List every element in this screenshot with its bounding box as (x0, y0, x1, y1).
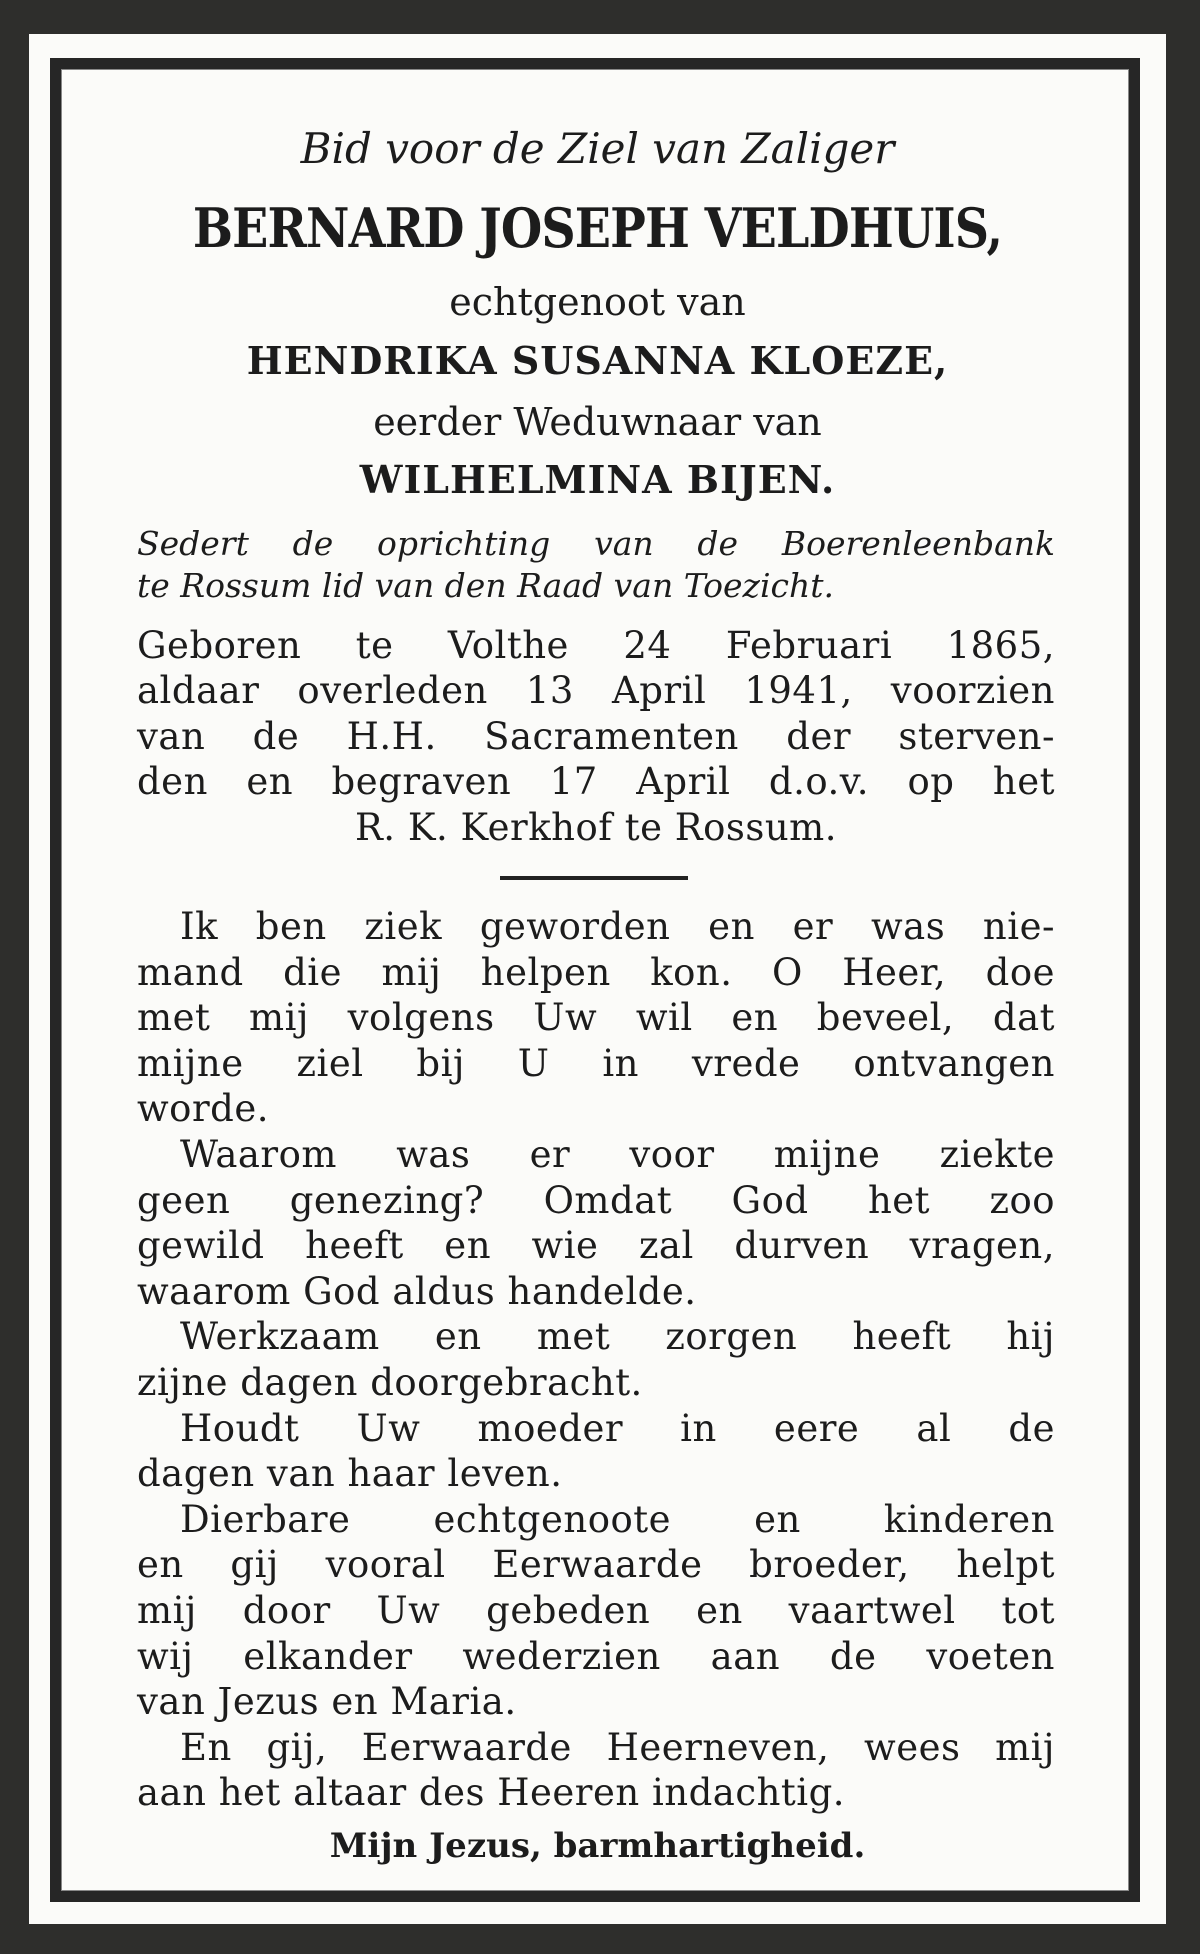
deceased-name: BERNARD JOSEPH VELDHUIS, (192, 196, 1003, 260)
body-line: En gij, Eerwaarde Heerneven, wees mij (180, 1725, 1055, 1769)
spouse-name: HENDRIKA SUSANNA KLOEZE, (246, 338, 949, 383)
closing-prayer: Mijn Jezus, barmhartigheid. (329, 1826, 866, 1866)
body-line: waarom God aldus handelde. (137, 1269, 697, 1313)
divider (500, 876, 688, 880)
body-line: Houdt Uw moeder in eere al de (180, 1406, 1055, 1450)
body-line: met mij volgens Uw wil en beveel, dat (137, 996, 1055, 1040)
body-line: worde. (137, 1087, 269, 1131)
bio-line: R. K. Kerkhof te Rossum. (354, 806, 838, 849)
body-line: aan het altaar des Heeren indachtig. (137, 1771, 846, 1815)
bio-line: den en begraven 17 April d.o.v. op het (137, 760, 1055, 803)
body-line: dagen van haar leven. (137, 1452, 563, 1496)
body-line: mand die mij helpen kon. O Heer, doe (137, 950, 1055, 994)
first-wife-name: WILHELMINA BIJEN. (359, 457, 836, 502)
body-line: Waarom was er voor mijne ziekte (180, 1133, 1055, 1176)
body-line: geen genezing? Omdat God het zoo (137, 1178, 1055, 1222)
bank-line: te Rossum lid van den Raad van Toezicht. (137, 566, 834, 605)
body-line: wij elkander wederzien aan de voeten (137, 1634, 1055, 1678)
bio-line: aldaar overleden 13 April 1941, voorzien (137, 669, 1055, 712)
widower-label: eerder Weduwnaar van (373, 400, 822, 444)
body-line: Dierbare echtgenoote en kinderen (180, 1497, 1055, 1541)
body-line: gewild heeft en wie zal durven vragen, (137, 1224, 1055, 1268)
bank-line: Sedert de oprichting van de Boerenleenbank (137, 524, 1055, 563)
body-line: mij door Uw gebeden en vaartwel tot (137, 1589, 1055, 1632)
prayer-heading: Bid voor de Ziel van Zaliger (300, 124, 895, 173)
body-line: mijne ziel bij U in vrede ontvangen (137, 1041, 1055, 1085)
body-line: Ik ben ziek geworden en er was nie- (180, 905, 1055, 948)
bio-line: Geboren te Volthe 24 Februari 1865, (137, 624, 1055, 667)
body-line: zijne dagen doorgebracht. (137, 1361, 643, 1404)
body-line: van Jezus en Maria. (137, 1680, 517, 1724)
body-line: en gij vooral Eerwaarde broeder, helpt (137, 1543, 1055, 1587)
body-line: Werkzaam en met zorgen heeft hij (180, 1315, 1055, 1359)
spouse-label: echtgenoot van (449, 280, 746, 324)
bio-line: van de H.H. Sacramenten der sterven- (137, 715, 1055, 758)
